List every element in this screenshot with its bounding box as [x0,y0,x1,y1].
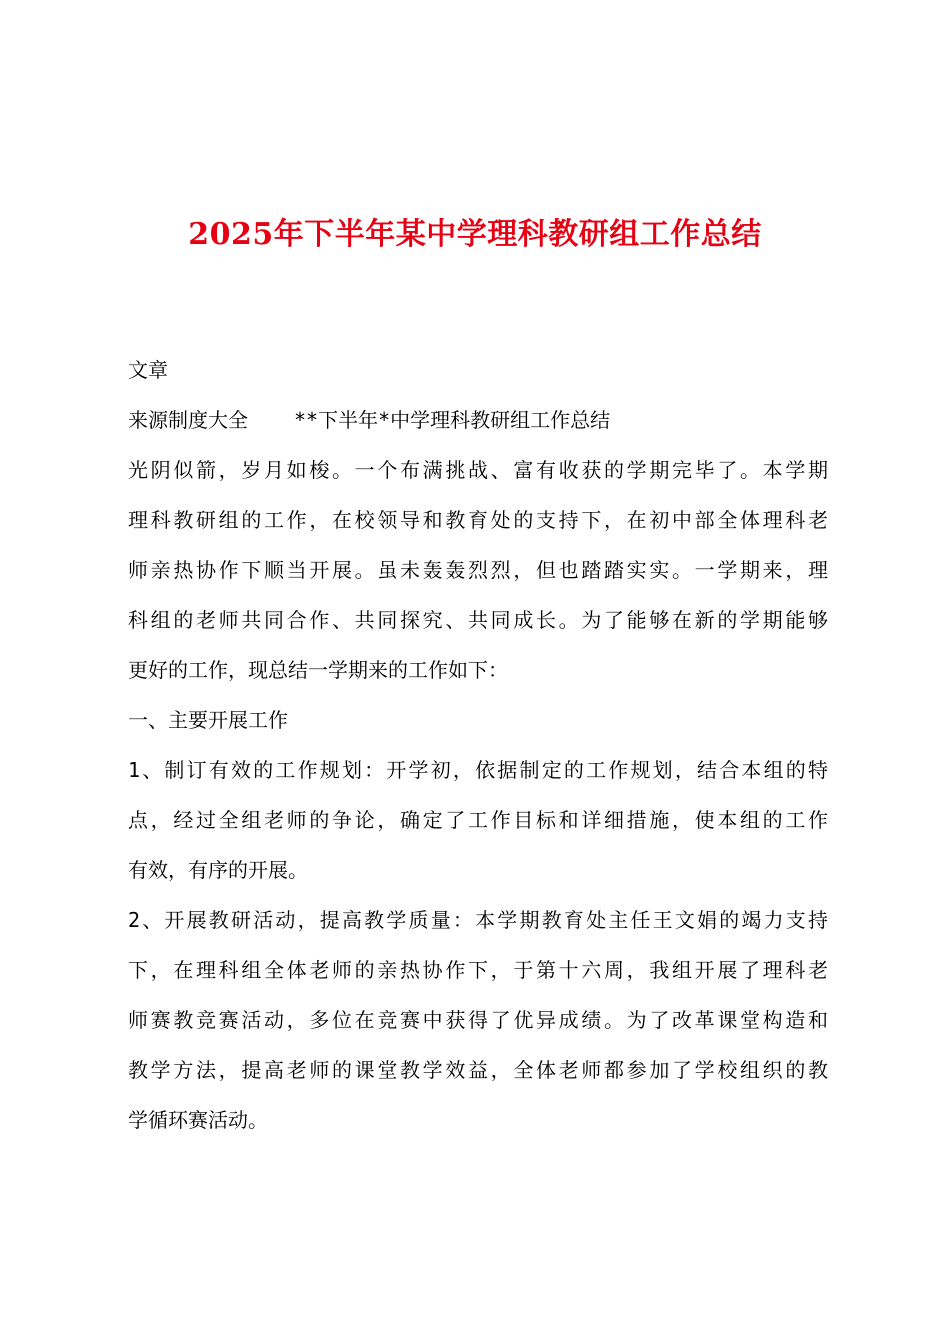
intro-line-1: 光阴似箭，岁月如梭。一个布满挑战、富有收获的学期完毕了。本学期 [128,458,828,482]
intro-line-4: 科组的老师共同合作、共同探究、共同成长。为了能够在新的学期能够 [128,608,828,632]
source-prefix: 来源制度大全 [128,408,248,432]
item2-line-4: 教学方法，提高老师的课堂教学效益，全体老师都参加了学校组织的教 [128,1058,828,1082]
source-line [128,395,828,445]
item2-line-2: 下，在理科组全体老师的亲热协作下，于第十六周，我组开展了理科老 [128,958,828,982]
document-body [128,345,828,1145]
item2-line-5: 学循环赛活动。 [128,1108,268,1132]
item1-line-2: 点，经过全组老师的争论，确定了工作目标和详细措施，使本组的工作 [128,808,828,832]
source-title: **下半年*中学理科教研组工作总结 [294,408,611,432]
intro-line-3: 师亲热协作下顺当开展。虽未轰轰烈烈，但也踏踏实实。一学期来，理 [128,558,828,582]
item2-line-3: 师赛教竞赛活动，多位在竞赛中获得了优异成绩。为了改革课堂构造和 [128,1008,828,1032]
source-label: 文章 [128,358,168,382]
intro-line-2: 理科教研组的工作，在校领导和教育处的支持下，在初中部全体理科老 [128,508,828,532]
section-heading: 一、主要开展工作 [128,708,288,732]
item1-line-3: 有效，有序的开展。 [128,858,308,882]
document-title: 2025年下半年某中学理科教研组工作总结 [188,217,762,252]
item2-line-1: 2、开展教研活动，提高教学质量：本学期教育处主任王文娟的竭力支持 [128,908,828,932]
item1-line-1: 1、制订有效的工作规划：开学初，依据制定的工作规划，结合本组的特 [128,758,828,782]
intro-line-5: 更好的工作，现总结一学期来的工作如下： [128,658,508,682]
